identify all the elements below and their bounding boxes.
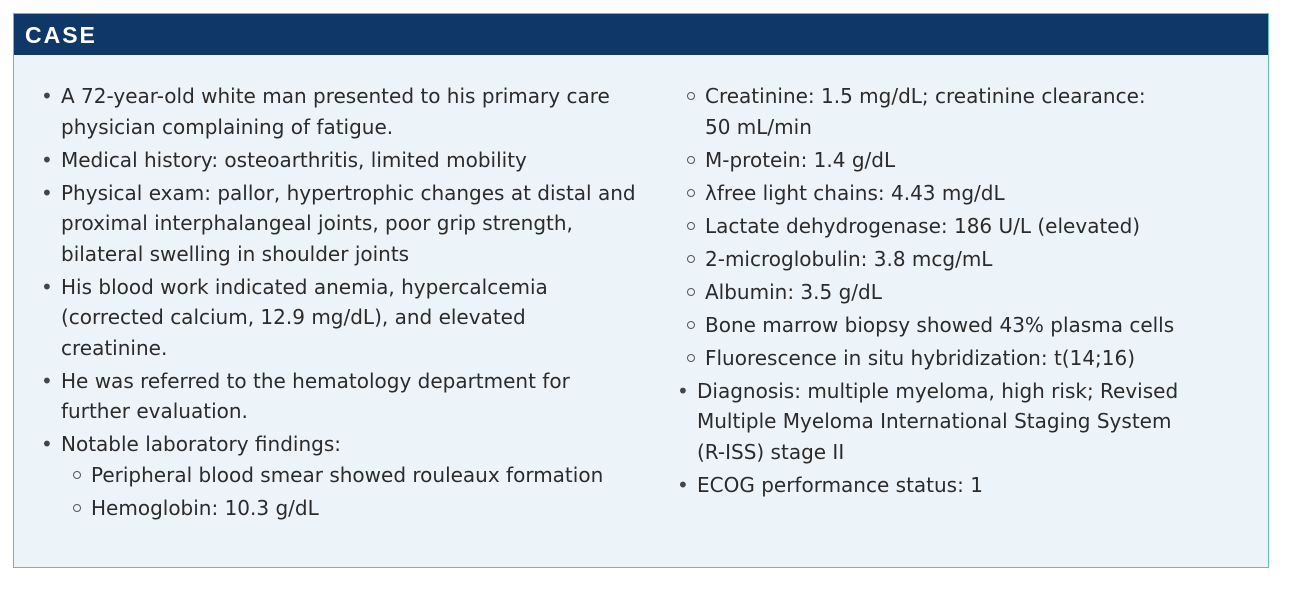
sub-bullet-text: Fluorescence in situ hybridization: t(14;16): [705, 345, 1136, 370]
sub-list-item: [675, 211, 1220, 242]
bullet-text: Diagnosis: multiple myeloma, high risk; Revised Multiple Myeloma International Staging System (R-ISS) stage II: [697, 378, 1179, 464]
right-column: [675, 81, 1220, 503]
sub-list-item: [675, 81, 1175, 142]
sub-bullet-text: Creatinine: 1.5 mg/dL; creatinine clearance: 50 mL/min: [705, 84, 1146, 139]
sub-bullet-text: Bone marrow biopsy showed 43% plasma cells: [705, 312, 1175, 337]
sub-bullet-text: M-protein: 1.4 g/dL: [705, 147, 896, 172]
left-column: [39, 81, 639, 526]
sub-bullet-text: Hemoglobin: 10.3 g/dL: [91, 495, 319, 520]
sub-list-item: [675, 178, 1220, 209]
sub-list-item: [675, 145, 1220, 176]
sub-bullet-text: Lactate dehydrogenase: 186 U/L (elevated): [705, 213, 1141, 238]
case-header: [14, 14, 1268, 55]
list-item: [675, 376, 1197, 468]
sub-bullet-text: 2-microglobulin: 3.8 mcg/mL: [705, 246, 993, 271]
case-title: CASE: [25, 22, 97, 48]
list-item: [39, 145, 639, 176]
case-panel: [13, 13, 1269, 568]
list-item: [39, 272, 581, 364]
bullet-text: ECOG performance status: 1: [697, 472, 983, 497]
lab-findings-list: [61, 460, 639, 524]
left-bullet-list: [39, 81, 639, 523]
sub-list-item: [61, 493, 639, 524]
bullet-text: A 72-year-old white man presented to his primary care physician complaining of fatigue.: [61, 84, 610, 139]
sub-bullet-text: Albumin: 3.5 g/dL: [705, 279, 882, 304]
sub-bullet-text: Peripheral blood smear showed rouleaux formation: [91, 462, 604, 487]
bullet-text: Physical exam: pallor, hypertrophic changes at distal and proximal interphalangeal joints, poor grip strength, bilateral swelling in shoulder joints: [61, 180, 636, 266]
lab-findings-list-continued: [675, 81, 1220, 373]
sub-list-item: [675, 244, 1220, 275]
list-item: [39, 81, 639, 142]
list-item: [39, 178, 639, 270]
sub-list-item: [675, 310, 1220, 341]
bullet-text: He was referred to the hematology department for further evaluation.: [61, 368, 570, 423]
bullet-text: Medical history: osteoarthritis, limited mobility: [61, 147, 527, 172]
sub-list-item: [61, 460, 639, 491]
right-bullet-list: [675, 376, 1220, 501]
list-item: [39, 366, 621, 427]
bullet-text: His blood work indicated anemia, hypercalcemia (corrected calcium, 12.9 mg/dL), and elevated creatinine.: [61, 274, 548, 360]
sub-bullet-text: λfree light chains: 4.43 mg/dL: [705, 180, 1005, 205]
list-item: [39, 429, 639, 523]
bullet-text: Notable laboratory findings:: [61, 432, 341, 456]
list-item: [675, 470, 1220, 501]
sub-list-item: [675, 277, 1220, 308]
sub-list-item: [675, 343, 1220, 374]
